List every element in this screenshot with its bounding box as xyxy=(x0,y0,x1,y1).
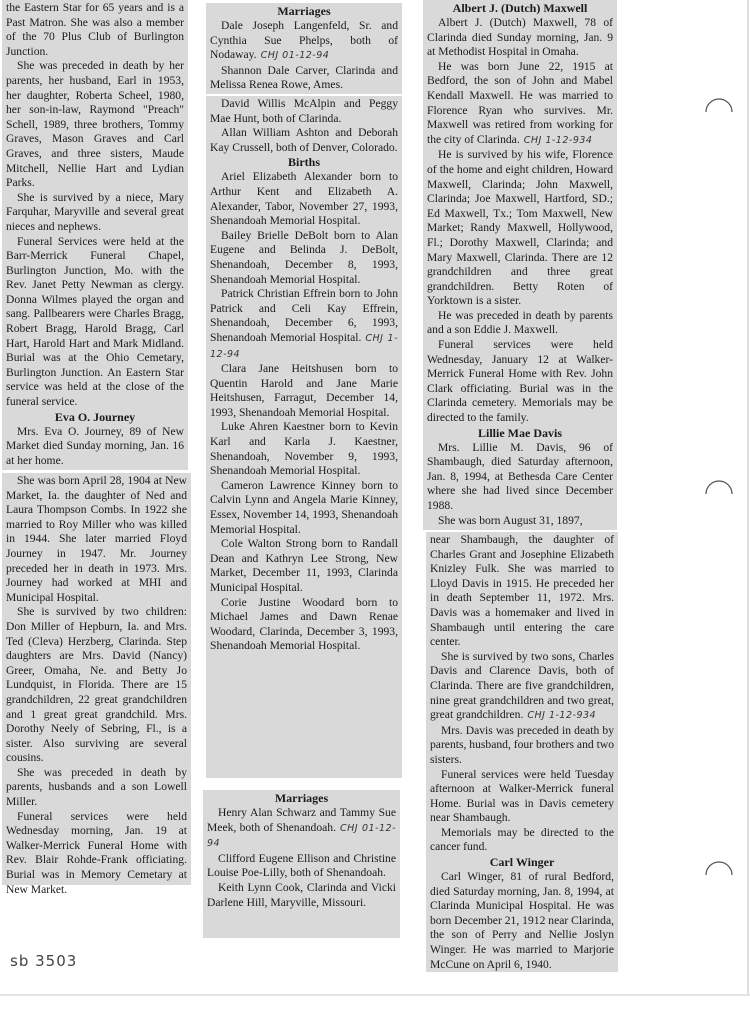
article-paragraph: He was preceded in death by parents and a son Eddie J. Maxwell. xyxy=(427,308,613,337)
article-paragraph: She is survived by a niece, Mary Farquhar, Maryville and several great nieces and nephews. xyxy=(6,190,184,233)
section-heading: Births xyxy=(287,155,320,170)
marriage-entry: David Willis McAlpin and Peggy Mae Hunt, both of Clarinda. xyxy=(210,97,398,125)
birth-entry: Luke Ahren Kaestner born to Kevin Karl and Karla J. Kaestner, Shenandoah, November 9, 1993, Shenandoah Memorial Hospital. xyxy=(210,420,398,478)
davis-winger-clipping xyxy=(426,532,618,972)
maxwell-davis-clipping xyxy=(423,0,617,530)
handwritten-note: CHJ 1-12-934 xyxy=(527,710,597,722)
marriage-entry: Allan William Ashton and Deborah Kay Crussell, both of Denver, Colorado. xyxy=(210,126,398,154)
birth-entry: Cameron Lawrence Kinney born to Calvin Lynn and Angela Marie Kinney, Essex, November 14, 1993, Shenandoah Memorial Hospital. xyxy=(210,478,398,536)
handwritten-note: CHJ 01-12-94 xyxy=(260,50,330,62)
obituary-heading: Eva O. Journey xyxy=(54,409,136,424)
article-paragraph: Funeral services were held Wednesday, January 12 at Walker-Merrick Funeral Home with Rev. John Clark officiating. Burial was in the Clarinda cemetery. Memorials may be directed to the family. xyxy=(427,338,613,425)
article-paragraph: She is survived by two sons, Charles Davis and Clarence Davis, both of Clarinda. There are five grandchildren, nine great grandchildren and two great, great grandchildren. CHJ 1-12-934 xyxy=(430,649,614,722)
article-paragraph: She was born August 31, 1897, xyxy=(438,513,583,527)
article-paragraph: He was born June 22, 1915 at Bedford, the son of John and Mabel Kendall Maxwell. He was married to Florence Ryan who survives. Mr. Maxwell was retired from working for the city of Clarinda. CHJ 1-12-934 xyxy=(427,59,613,146)
birth-entry: Patrick Christian Effrein born to John Patrick and Celi Kay Effrein, Shenandoah, December 6, 1993, Shenandoah Memorial Hospital. CHJ 1-12-94 xyxy=(210,287,398,360)
section-heading: Marriages xyxy=(277,4,331,18)
punch-hole-icon xyxy=(704,92,734,116)
section-heading: Marriages xyxy=(274,791,329,805)
marriages-clipping xyxy=(206,3,402,94)
birth-entry: Cole Walton Strong born to Randall Dean and Kathryn Lee Strong, New Market, December 11, 1993, Clarinda Municipal Hospital. xyxy=(210,537,398,594)
handwritten-note: CHJ 1-12-94 xyxy=(210,332,398,360)
obituary-heading: Albert J. (Dutch) Maxwell xyxy=(452,1,588,15)
birth-entry: Corie Justine Woodard born to Michael James and Dawn Renae Woodard, Clarinda, December 3, 1993, Shenandoah Memorial Hospital. xyxy=(210,595,398,653)
marriages-births-clipping xyxy=(206,96,402,778)
article-paragraph: Funeral Services were held at the Barr-Merrick Funeral Chapel, Burlington Junction, Mo. with the Rev. Janet Petty Newman as clergy. Donna Wilmes played the organ and sang. Pallbearers were Charles Bragg, Robert Bragg, Harold Bragg, Carl Hart, Harold Hart and Mark Midland. Burial was at the Ohio Cemetary, Burlington Junction. An Eastern Star service was held at the close of the funeral service. xyxy=(6,234,184,409)
article-paragraph: the Eastern Star for 65 years and is a Past Matron. She was also a member of the 70 Plus Club of Burlington Junction. xyxy=(6,1,184,58)
obituary-heading: Carl Winger xyxy=(489,855,555,870)
article-paragraph: near Shambaugh, the daughter of Charles Grant and Josephine Elizabeth Knizley Fulk. She was married to Lloyd Davis in 1915. He preceded her in death September 11, 1972. Mrs. Davis was a homemaker and lived in Shambaugh until entering the care center. xyxy=(430,533,614,649)
article-paragraph: Mrs. Davis was preceded in death by parents, husband, four brothers and two sisters. xyxy=(430,723,614,766)
article-paragraph: She was preceded in death by parents, husbands and a son Lowell Miller. xyxy=(6,765,187,809)
obituary-continued-clipping xyxy=(2,0,188,470)
marriage-entry: Shannon Dale Carver, Clarinda and Melissa Renea Rowe, Ames. xyxy=(210,63,398,92)
marriage-entry: Dale Joseph Langenfeld, Sr. and Cynthia Sue Phelps, both of Nodaway. CHJ 01-12-94 xyxy=(210,19,398,62)
marriages-clipping-2 xyxy=(203,790,400,938)
marriage-entry: Keith Lynn Cook, Clarinda and Vicki Darlene Hill, Maryville, Missouri. xyxy=(207,880,396,909)
article-paragraph: Funeral services were held Wednesday morning, Jan. 19 at Walker-Merrick Funeral Home with Rev. Blair Rohde-Frank officiating. Burial was in Memory Cemetary at New Market. xyxy=(6,809,187,896)
journey-obituary-clipping xyxy=(2,473,191,896)
punch-hole-icon xyxy=(704,855,734,879)
article-paragraph: Albert J. (Dutch) Maxwell, 78 of Clarinda died Sunday morning, Jan. 9 at Methodist Hospital in Omaha. xyxy=(427,16,613,59)
article-paragraph: Mrs. Eva O. Journey, 89 of New Market died Sunday morning, Jan. 16 at her home. xyxy=(6,424,184,467)
birth-entry: Clara Jane Heitshusen born to Quentin Harold and Jane Marie Heitshusen, Farragut, December 14, 1993, Shenandoah Memorial Hospital. xyxy=(210,362,398,419)
article-paragraph: Memorials may be directed to the cancer fund. xyxy=(430,825,614,854)
obituary-heading: Lillie Mae Davis xyxy=(478,425,562,440)
handwritten-note: CHJ 01-12-94 xyxy=(207,822,396,850)
catalog-number: sb 3503 xyxy=(10,952,78,970)
marriage-entry: Clifford Eugene Ellison and Christine Louise Poe-Lilly, both of Shenandoah. xyxy=(207,851,396,880)
article-paragraph: He is survived by his wife, Florence of the home and eight children, Howard Maxwell, Clarinda; John Maxwell, Clarinda; Joe Maxwell, Hartford, SD.; Ed Maxwell, Tx.; Tom Maxwell, New Market; Randy Maxwell, Hollywood, Fl.; Dorothy Maxwell, Clarinda; and Mary Maxwell, Clarinda. There are 12 grandchildren and three great grandchildren. Betty Roten of Yorktown is a sister. xyxy=(427,148,613,308)
birth-entry: Bailey Brielle DeBolt born to Alan Eugene and Belinda J. DeBolt, Shenandoah, December 8, 1993, Shenandoah Memorial Hospital. xyxy=(210,228,398,286)
punch-hole-icon xyxy=(704,474,734,498)
handwritten-note: CHJ 1-12-934 xyxy=(523,134,593,146)
marriage-entry: Henry Alan Schwarz and Tammy Sue Meek, both of Shenandoah. CHJ 01-12-94 xyxy=(207,806,396,850)
article-paragraph: Carl Winger, 81 of rural Bedford, died Saturday morning, Jan. 8, 1994, at Clarinda Municipal Hospital. He was born December 21, 1912 near Clarinda, the son of Perry and Nellie Joslyn Winger. He was married to Marjorie McCune on April 6, 1940. xyxy=(430,870,614,971)
birth-entry: Ariel Elizabeth Alexander born to Arthur Kent and Elizabeth A. Alexander, Tabor, November 27, 1993, Shenandoah Memorial Hospital. xyxy=(210,170,398,228)
article-paragraph: She was preceded in death by her parents, her husband, Earl in 1953, her daughter, Roberta Scheel, 1980, her son-in-law, Raymond "Preach" Schell, 1989, three brothers, Tommy Graves, Mason Graves and Carl Graves, and three sisters, Maude Mitchell, Nellie Hart and Lydian Parks. xyxy=(6,59,184,190)
article-paragraph: She was born April 28, 1904 at New Market, Ia. the daughter of Ned and Laura Thompson Combs. In 1922 she married to Roy Miller who was killed in 1944. She later married Floyd Journey in 1947. Mr. Journey preceded her in death in 1973. Mrs. Journey had worked at MHI and Municipal Hospital. xyxy=(6,474,187,604)
article-paragraph: Mrs. Lillie M. Davis, 96 of Shambaugh, died Saturday afternoon, Jan. 8, 1994, at Bethesda Care Center where she had lived since December 1988. xyxy=(427,440,613,512)
article-paragraph: Funeral services were held Tuesday afternoon at Walker-Merrick funeral Home. Burial was in Davis cemetery near Shambaugh. xyxy=(430,767,614,825)
article-paragraph: She is survived by two children: Don Miller of Hepburn, Ia. and Mrs. Ted (Cleva) Herzberg, Clarinda. Step daughters are Mrs. David (Nancy) Greer, Omaha, Ne. and Betty Jo Lundquist, in Florida. There are 15 grandchildren, 22 great grandchildren and 1 great great grandchild. Mrs. Dorothy Neely of Sebring, Fl., is a sister. Also surviving are several cousins. xyxy=(6,605,187,765)
